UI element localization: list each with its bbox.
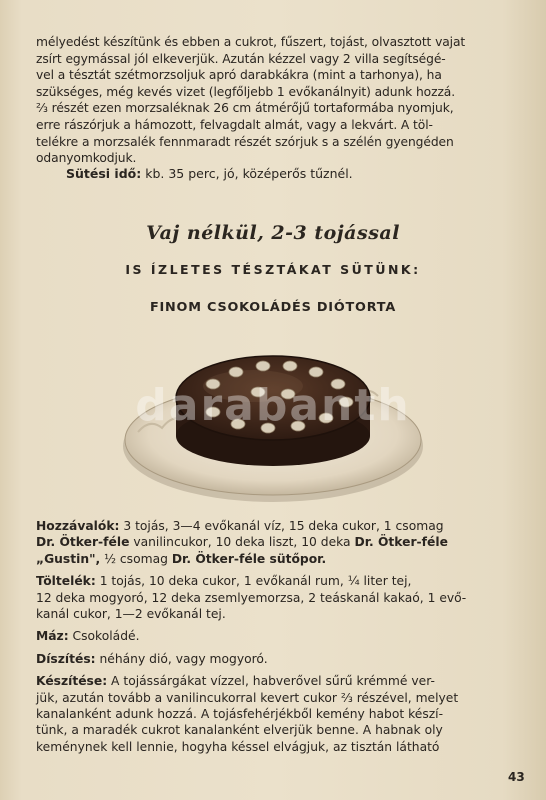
text-line: mélyedést készítünk és ebben a cukrot, fűszert, tojást, olvasztott vajat bbox=[36, 35, 466, 49]
filling-label: Töltelék: bbox=[36, 574, 96, 589]
ingredients-line bbox=[36, 534, 526, 550]
ingredients-line bbox=[36, 518, 526, 534]
preparation-line: keménynek kell lennie, hogyha késsel elvágjuk, az tisztán látható bbox=[36, 739, 440, 754]
baking-time bbox=[66, 166, 353, 181]
preparation-line: jük, azután tovább a vanilincukorral kevert cukor ⅔ részével, melyet bbox=[36, 690, 459, 705]
text-line: ⅔ részét ezen morzsaléknak 26 cm átmérőjű tortaformába nyomjuk, bbox=[36, 101, 454, 116]
decoration-text: néhány dió, vagy mogyoró. bbox=[95, 651, 268, 666]
preparation-line bbox=[36, 673, 526, 689]
brand-name: Dr. Ötker-féle bbox=[36, 535, 130, 550]
text-line: erre rászórjuk a hámozott, felvagdalt almát, vagy a lekvárt. A töl- bbox=[36, 117, 433, 132]
brand-name: Dr. Ötker-féle sütőpor. bbox=[171, 551, 327, 566]
brand-name: Dr. Ötker-féle bbox=[354, 535, 448, 550]
page-number: 43 bbox=[508, 770, 525, 784]
baking-time-label: Sütési idő: bbox=[66, 166, 142, 181]
text-line: telékre a morzsalék fennmaradt részét szórjuk s a szélén gyengéden bbox=[36, 134, 454, 149]
glaze-label: Máz: bbox=[36, 629, 69, 644]
text-line: vel a tésztát szétmorzsoljuk apró darabkákra (mint a tarhonya), ha bbox=[36, 68, 442, 83]
intro-paragraph bbox=[36, 34, 524, 167]
ingredients-text: vanilincukor, 10 deka liszt, 10 deka bbox=[129, 535, 355, 550]
glaze-line bbox=[36, 628, 526, 644]
filling-line bbox=[36, 573, 526, 589]
decoration-line bbox=[36, 651, 526, 667]
baking-time-text: kb. 35 perc, jó, középerős tűznél. bbox=[141, 166, 353, 181]
ingredients-text: 3 tojás, 3—4 evőkanál víz, 15 deka cukor, 1 csomag bbox=[119, 519, 444, 533]
preparation-line: kanalanként adunk hozzá. A tojásfehérjékből kemény habot készí- bbox=[36, 707, 444, 722]
recipe-title: FINOM CSOKOLÁDÉS DIÓTORTA bbox=[149, 300, 397, 315]
preparation-label: Készítése: bbox=[36, 674, 108, 689]
preparation-text: A tojássárgákat vízzel, habverővel sűrű krémmé ver- bbox=[107, 674, 435, 689]
ingredients-line bbox=[36, 551, 526, 567]
text-line: odanyomkodjuk. bbox=[36, 151, 137, 166]
preparation-line: tünk, a maradék cukrot kanalanként elverjük benne. A habnak oly bbox=[36, 723, 443, 738]
recipe-body bbox=[36, 518, 526, 755]
filling-line: 12 deka mogyoró, 12 deka zsemlyemorzsa, 2 teáskanál kakaó, 1 evő- bbox=[36, 590, 467, 605]
cake-illustration bbox=[118, 336, 428, 506]
decoration-label: Díszítés: bbox=[36, 651, 96, 666]
ingredients-label: Hozzávalók: bbox=[36, 519, 120, 533]
glaze-text: Csokoládé. bbox=[68, 629, 140, 644]
text-line: zsírt egymással jól elkeverjük. Azután kézzel vagy 2 villa segítségé- bbox=[36, 51, 446, 66]
brand-name: „Gustin", bbox=[36, 551, 101, 566]
watermark: darabanth bbox=[135, 380, 411, 431]
text-line: szükséges, még kevés vizet (legfőljebb 1 evőkanálnyit) adunk hozzá. bbox=[36, 84, 456, 99]
filling-line: kanál cukor, 1—2 evőkanál tej. bbox=[36, 607, 226, 622]
section-subheading: IS ÍZLETES TÉSZTÁKAT SÜTÜNK: bbox=[125, 262, 421, 277]
section-heading: Vaj nélkül, 2-3 tojással bbox=[146, 222, 400, 244]
filling-text: 1 tojás, 10 deka cukor, 1 evőkanál rum, ¼ liter tej, bbox=[95, 574, 412, 589]
ingredients-text: ½ csomag bbox=[100, 551, 172, 566]
